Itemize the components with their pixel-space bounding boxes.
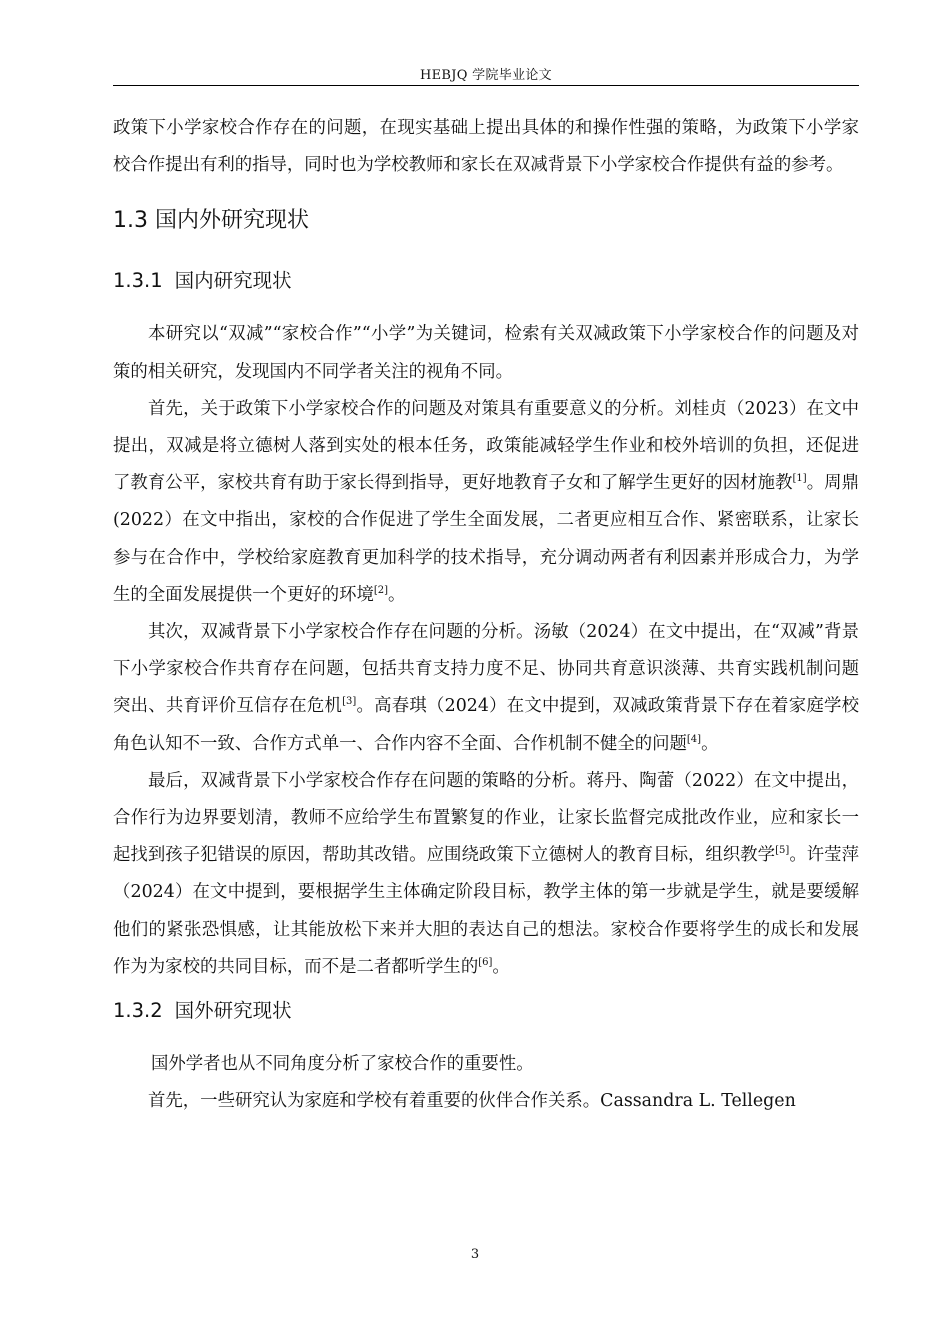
subsection-heading-1-3-1 — [113, 264, 859, 316]
paragraph-text: 。高春琪（2024）在文中提到，双减政策背景下存在着家庭学校角色认知不一致、合作方式单一、合作内容不全面、合作机制不健全的问题 — [113, 696, 859, 754]
domestic-paragraph-2 — [113, 391, 859, 614]
subsection-heading-1-3-2 — [113, 994, 859, 1046]
paragraph-text: 。周鼎(2022）在文中指出，家校的合作促进了学生全面发展，二者更应相互合作、紧密联系，让家长参与在合作中，学校给家庭教育更加科学的技术指导，充分调动两者有利因素并形成合力，为学生的全面发展提供一个更好的环境 — [113, 473, 859, 605]
citation-3: [3] — [342, 696, 357, 708]
paragraph-text: 其次，双减背景下小学家校合作存在问题的分析。汤敏（2024）在文中提出，在“双减”背景下小学家校合作共育存在问题，包括共育支持力度不足、协同共育意识淡薄、共育实践机制问题突出、共育评价互信存在危机 — [113, 622, 859, 717]
header-divider — [113, 85, 859, 86]
paragraph-text: 。许莹萍（2024）在文中提到，要根据学生主体确定阶段目标，教学主体的第一步就是学生，就是要缓解他们的紧张恐惧感，让其能放松下来并大胆的表达自己的想法。家校合作要将学生的成长和发展作为为家校的共同目标，而不是二者都听学生的 — [113, 845, 859, 977]
citation-2: [2] — [373, 584, 389, 596]
body-content — [113, 110, 859, 1120]
subsection-title: 国外研究现状 — [174, 999, 292, 1023]
subsection-title: 国内研究现状 — [174, 269, 292, 293]
subsection-number: 1.3.2 — [113, 999, 163, 1023]
citation-1: [1] — [792, 473, 807, 485]
citation-6: [6] — [478, 956, 493, 968]
foreign-paragraph-2: 首先，一些研究认为家庭和学校有着重要的伙伴合作关系。Cassandra L. Tellegen — [148, 1091, 796, 1112]
subsection-number: 1.3.1 — [113, 269, 163, 293]
citation-5: [5] — [775, 845, 790, 857]
domestic-paragraph-1: 本研究以“双减”“家校合作”“小学”为关键词，检索有关双减政策下小学家校合作的问题及对策的相关研究，发现国内不同学者关注的视角不同。 — [113, 324, 859, 382]
intro-paragraph: 政策下小学家校合作存在的问题，在现实基础上提出具体的和操作性强的策略，为政策下小学家校合作提出有利的指导，同时也为学校教师和家长在双减背景下小学家校合作提供有益的参考。 — [113, 118, 859, 176]
section-heading-1-3: 1.3 国内外研究现状 — [113, 208, 309, 234]
page-number: 3 — [470, 1247, 480, 1262]
paragraph-text: 首先，关于政策下小学家校合作的问题及对策具有重要意义的分析。刘桂贞（2023）在文中提出，双减是将立德树人落到实处的根本任务，政策能减轻学生作业和校外培训的负担，还促进了教育公平，家校共育有助于家长得到指导，更好地教育子女和了解学生更好的因材施教 — [113, 398, 859, 494]
paragraph-text: 。 — [701, 733, 719, 754]
paragraph-text: 。 — [492, 956, 510, 977]
foreign-paragraph-1: 国外学者也从不同角度分析了家校合作的重要性。 — [151, 1054, 534, 1075]
citation-4: [4] — [686, 733, 702, 745]
domestic-paragraph-3 — [113, 614, 859, 763]
running-header: HEBJQ 学院毕业论文 — [420, 68, 552, 83]
paragraph-text: 。 — [388, 584, 406, 605]
domestic-paragraph-4 — [113, 763, 859, 986]
paragraph-text: 最后，双减背景下小学家校合作存在问题的策略的分析。蒋丹、陶蕾（2022）在文中提出，合作行为边界要划清，教师不应给学生布置繁复的作业，让家长监督完成批改作业，应和家长一起找到孩子犯错误的原因，帮助其改错。应围绕政策下立德树人的教育目标，组织教学 — [113, 770, 859, 866]
